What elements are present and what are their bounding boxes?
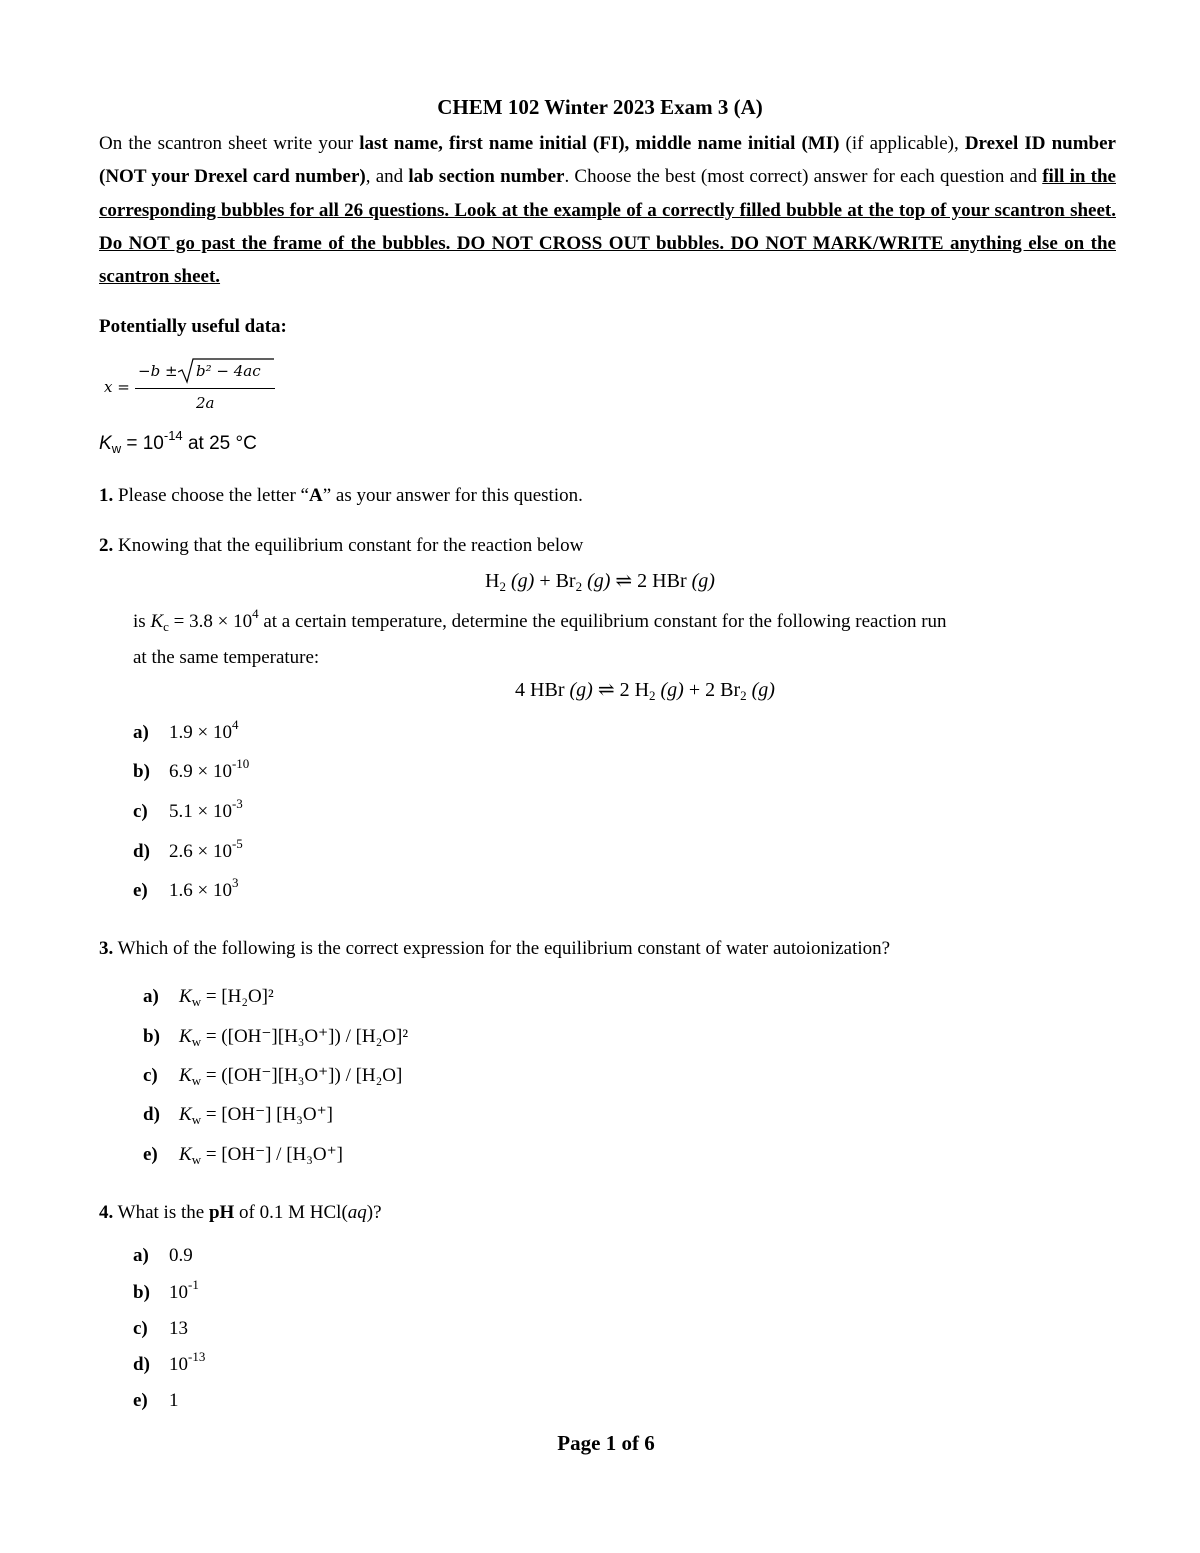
question-3: 3. Which of the following is the correct expression for the equilibrium constant of water autoionization? — [99, 938, 891, 959]
quadratic-formula: x = −b ± b² − 4ac 2a — [100, 356, 280, 416]
useful-data-heading: Potentially useful data: — [99, 316, 287, 337]
answer-option: b) $6.9 \times 10^{-10}$ — [133, 756, 250, 782]
answer-option: a) $K_w = [H_2O]^2$ — [143, 986, 274, 1009]
question-2-line-3: at the same temperature: — [133, 647, 320, 668]
answer-option: b) $K_w = ([OH^-][H_3O^+]) / [H_2O]^2$ — [143, 1026, 409, 1049]
question-4: 4. What is the pH of 0.1 M HCl(aq)? — [99, 1202, 382, 1223]
page-number: Page 1 of 6 — [557, 1431, 655, 1455]
reaction-equation-1: $H_2$ $(g) + Br_2$ (g) ⇌ 2 HBr (g) — [485, 570, 715, 594]
scantron-rules: fill in the corresponding bubbles for all 26 questions. Look at the example of a correctly filled bubble at the top of your scantron sheet. Do NOT go past the frame of the bubbles. DO NOT CROSS OUT bubbles. DO NOT MARK/WRITE anything else on the scantron sheet. — [99, 166, 1116, 288]
answer-option: e) $1.6 \times 10^3$ — [133, 875, 239, 901]
answer-option: d) $10^{-13}$ — [133, 1349, 206, 1375]
instructions-paragraph: On the scantron sheet write your last name, first name initial (FI), middle name initial (MI) (if applicable), Drexel ID number (NOT your Drexel card number), and lab section number. Choose the best (most correct) answer for each question and fill in the corresponding bubbles for all 26 questions. Look at the example of a correctly filled bubble at the top of your scantron sheet. Do NOT go past the frame of the bubbles. DO NOT CROSS OUT bubbles. DO NOT MARK/WRITE anything else on the scantron sheet. — [99, 133, 1116, 288]
answer-option: e) 1 — [133, 1390, 179, 1411]
kw-value: $K_w = 10^{-14}$ at 25 °C — [99, 428, 257, 456]
answer-option: b) $10^{-1}$ — [133, 1277, 199, 1303]
answer-option: d) $K_w = [OH^-]$ [H₃O⁺] — [143, 1104, 333, 1127]
answer-option: e) $K_w = [OH^-] / [H_3O^+]$ — [143, 1144, 343, 1167]
answer-option: c) $5.1 \times 10^{-3}$ — [133, 796, 243, 822]
answer-option: a) 0.9 — [133, 1245, 193, 1266]
reaction-equation-2: 4 HBr (g) ⇌ 2 $H_2$ (g) + 2 $Br_2$ (g) — [515, 679, 775, 703]
answer-option: a) $1.9 \times 10^4$ — [133, 717, 239, 743]
answer-option: c) 13 — [133, 1318, 188, 1339]
fraction-bar — [135, 388, 275, 389]
answer-option: d) $2.6 \times 10^{-5}$ — [133, 836, 243, 862]
question-2: 2. Knowing that the equilibrium constant for the reaction below — [99, 535, 584, 556]
exam-title: CHEM 102 Winter 2023 Exam 3 (A) — [437, 95, 763, 119]
question-2-line-2: is $K_c = 3.8 \times 10^4$ at a certain temperature, determine the equilibrium constant for the following reaction run — [133, 606, 947, 634]
question-1: 1. Please choose the letter “A” as your answer for this question. — [99, 485, 583, 506]
answer-option: c) $K_w = ([OH^-][H_3O^+]) / [H_2O]$ — [143, 1065, 403, 1088]
